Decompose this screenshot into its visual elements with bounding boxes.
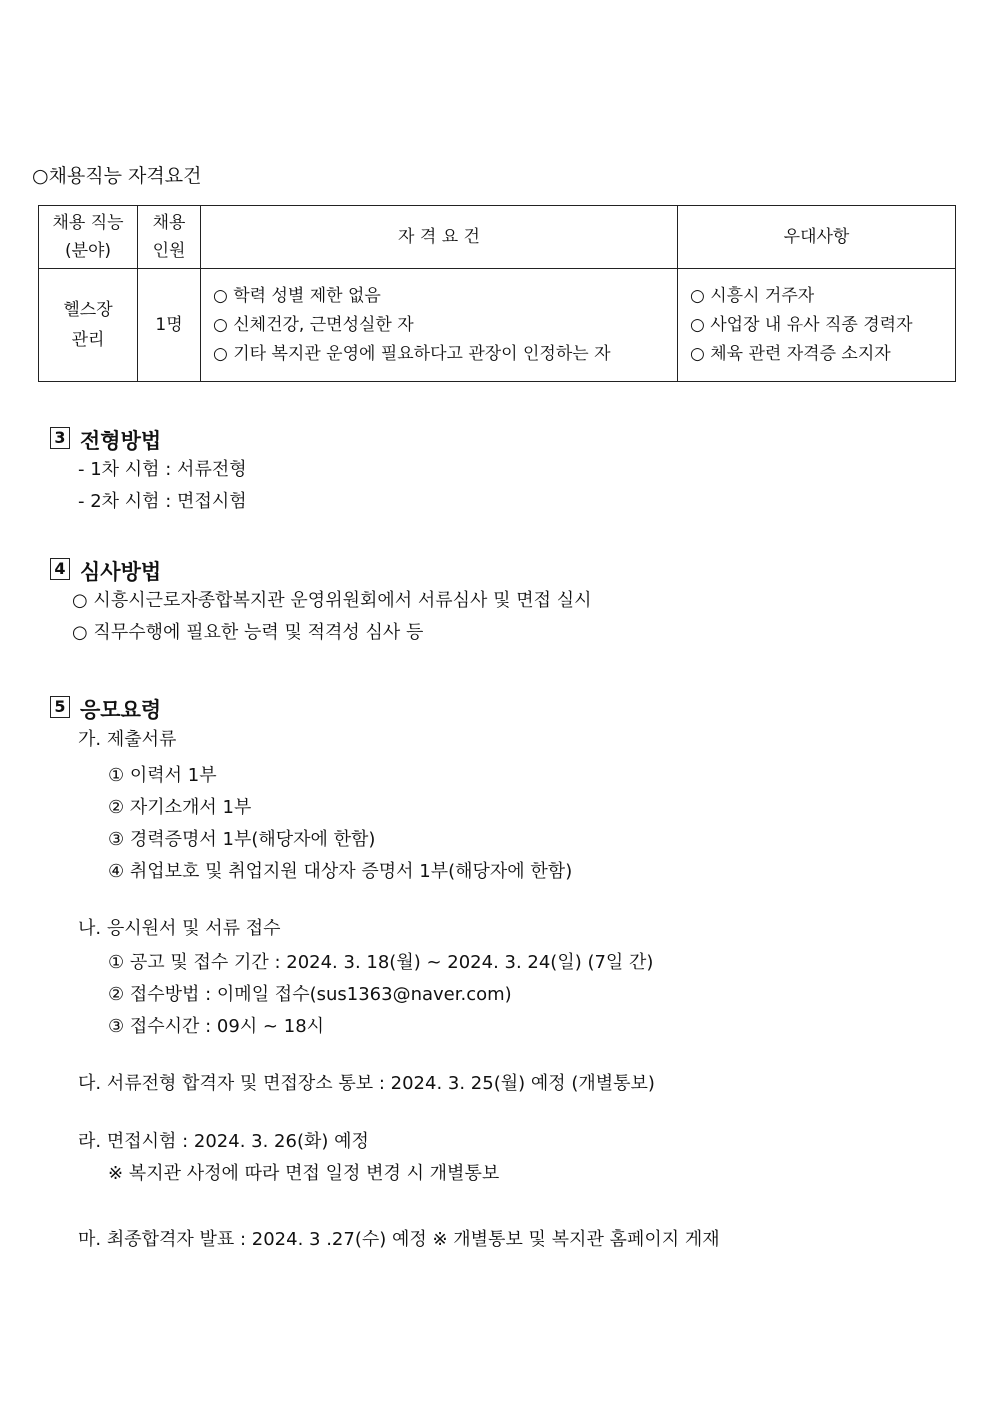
role-line2: 관리 <box>71 330 105 350</box>
header-qualifications: 자 격 요 건 <box>201 206 678 269</box>
header-count-line2: 인원 <box>152 241 186 261</box>
list-item: ③ 경력증명서 1부(해당자에 한함) <box>108 829 376 850</box>
list-item: - 1차 시험 : 서류전형 <box>78 459 247 480</box>
preference-item: ○ 체육 관련 자격증 소지자 <box>690 343 891 364</box>
section-5-heading <box>50 694 161 720</box>
header-role-line2: (분야) <box>64 241 112 261</box>
list-item: ① 이력서 1부 <box>108 765 217 786</box>
list-item: ④ 취업보호 및 취업지원 대상자 증명서 1부(해당자에 한함) <box>108 861 573 882</box>
header-role-line1: 채용 직능 <box>52 213 124 233</box>
list-item: ② 자기소개서 1부 <box>108 797 252 818</box>
list-item: ○ 직무수행에 필요한 능력 및 적격성 심사 등 <box>72 622 424 643</box>
subsection-da: 다. 서류전형 합격자 및 면접장소 통보 : 2024. 3. 25(월) 예정 (개별통보) <box>78 1073 655 1094</box>
requirements-table <box>38 205 956 382</box>
subsection-ma: 마. 최종합격자 발표 : 2024. 3 .27(수) 예정 ※ 개별통보 및 복지관 홈페이지 게재 <box>78 1229 720 1250</box>
section-4-number: 4 <box>50 558 70 580</box>
preference-item: ○ 시흥시 거주자 <box>690 285 815 306</box>
cell-preferences <box>678 269 956 382</box>
table-header-row <box>39 206 956 269</box>
header-count-line1: 채용 <box>152 213 186 233</box>
requirements-title: ○채용직능 자격요건 <box>32 165 202 187</box>
subsection-ga-title: 가. 제출서류 <box>78 729 177 750</box>
section-5-title: 응모요령 <box>80 698 162 722</box>
list-item: ② 접수방법 : 이메일 접수(sus1363@naver.com) <box>108 984 512 1005</box>
section-3-title: 전형방법 <box>80 429 162 453</box>
list-item: ① 공고 및 접수 기간 : 2024. 3. 18(월) ~ 2024. 3. 24(일) (7일 간) <box>108 952 654 973</box>
header-preferences: 우대사항 <box>678 206 956 269</box>
header-role <box>39 206 138 269</box>
table-row <box>39 269 956 382</box>
list-item: ○ 시흥시근로자종합복지관 운영위원회에서 서류심사 및 면접 실시 <box>72 590 592 611</box>
list-item: ③ 접수시간 : 09시 ~ 18시 <box>108 1016 325 1037</box>
list-item: - 2차 시험 : 면접시험 <box>78 491 247 512</box>
cell-role <box>39 269 138 382</box>
preference-item: ○ 사업장 내 유사 직종 경력자 <box>690 314 913 335</box>
section-3-number: 3 <box>50 427 70 449</box>
cell-qualifications <box>201 269 678 382</box>
subsection-ra-title: 라. 면접시험 : 2024. 3. 26(화) 예정 <box>78 1131 369 1152</box>
header-count <box>138 206 201 269</box>
section-5-number: 5 <box>50 696 70 718</box>
qualification-item: ○ 기타 복지관 운영에 필요하다고 관장이 인정하는 자 <box>213 343 611 364</box>
qualification-item: ○ 신체건강, 근면성실한 자 <box>213 314 414 335</box>
subsection-na-title: 나. 응시원서 및 서류 접수 <box>78 918 281 939</box>
qualification-item: ○ 학력 성별 제한 없음 <box>213 285 381 306</box>
subsection-ra-note: ※ 복지관 사정에 따라 면접 일정 변경 시 개별통보 <box>108 1163 500 1184</box>
cell-count: 1명 <box>138 269 201 382</box>
role-line1: 헬스장 <box>63 300 113 320</box>
section-3-heading <box>50 425 161 451</box>
section-4-heading <box>50 556 161 582</box>
section-4-title: 심사방법 <box>80 560 162 584</box>
